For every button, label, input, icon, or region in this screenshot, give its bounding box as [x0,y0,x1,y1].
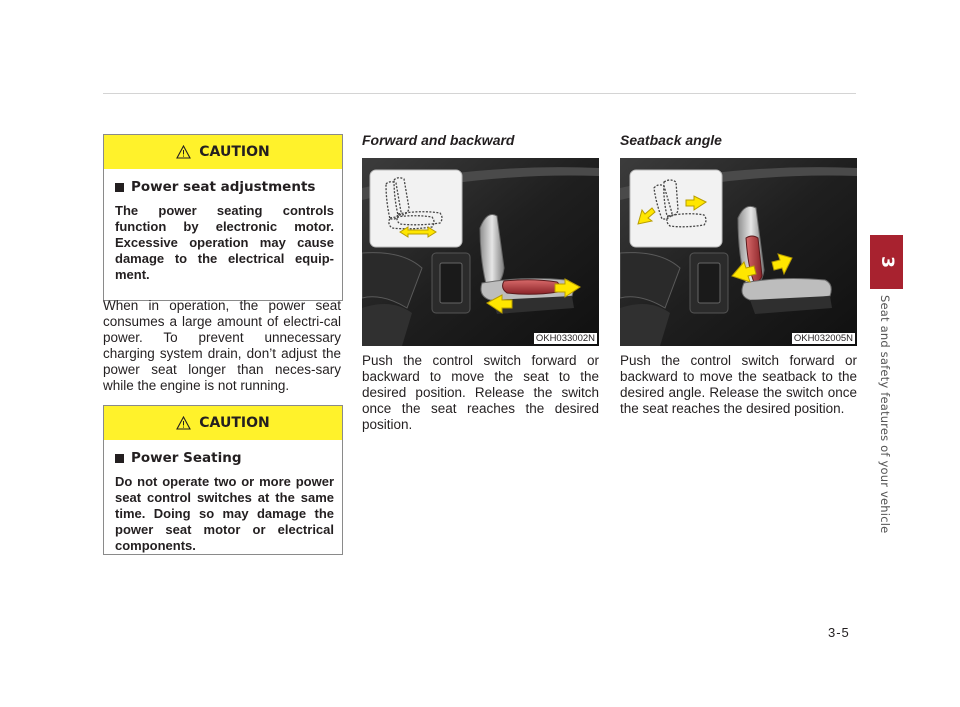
caution-title [115,450,334,466]
caution-box-power-seat-adjustments [103,134,343,301]
caution-text: Do not operate two or more power seat control switches at the same time. Doing so may damage the power seat motor or electrical components. [115,474,334,553]
seat-switch-illustration [362,158,599,346]
caution-text: The power seating controls function by electronic motor. Excessive operation may cause damage to the electrical equip-ment. [115,203,334,282]
caution-header [104,135,342,169]
forward-backward-heading: Forward and backward [362,132,515,148]
caution-title-text: Power Seating [131,450,242,466]
warning-triangle-icon [176,416,191,430]
figure-code: OKH033002N [535,333,595,344]
chapter-title: Seat and safety features of your vehicle [878,295,892,534]
caution-label: CAUTION [199,144,270,160]
seatback-angle-paragraph: Push the control switch forward or backward to move the seatback to the desired angle. Release the switch once the seat reaches the desired position. [620,353,857,416]
chapter-tab [870,235,903,289]
caution-title [115,179,334,195]
caution-header [104,406,342,440]
bullet-square-icon [115,454,124,463]
chapter-number: 3 [876,256,897,268]
caution-title-text: Power seat adjustments [131,179,316,195]
seatback-angle-heading: Seatback angle [620,132,722,148]
seatback-switch-illustration [620,158,857,346]
figure-code: OKH032005N [793,333,853,344]
bullet-square-icon [115,183,124,192]
caution-label: CAUTION [199,415,270,431]
forward-backward-figure [362,158,599,346]
top-rule [103,93,856,94]
page-number: 3-5 [828,625,850,640]
caution-box-power-seating [103,405,343,555]
warning-triangle-icon [176,145,191,159]
forward-backward-paragraph: Push the control switch forward or backward to move the seat to the desired position. Release the switch once the seat reaches the desired position. [362,353,599,432]
power-seat-paragraph: When in operation, the power seat consumes a large amount of electri-cal power. To prevent unnecessary charging system drain, don’t adjust the power seat longer than neces-sary while the engine is not running. [103,298,341,393]
seatback-angle-figure [620,158,857,346]
